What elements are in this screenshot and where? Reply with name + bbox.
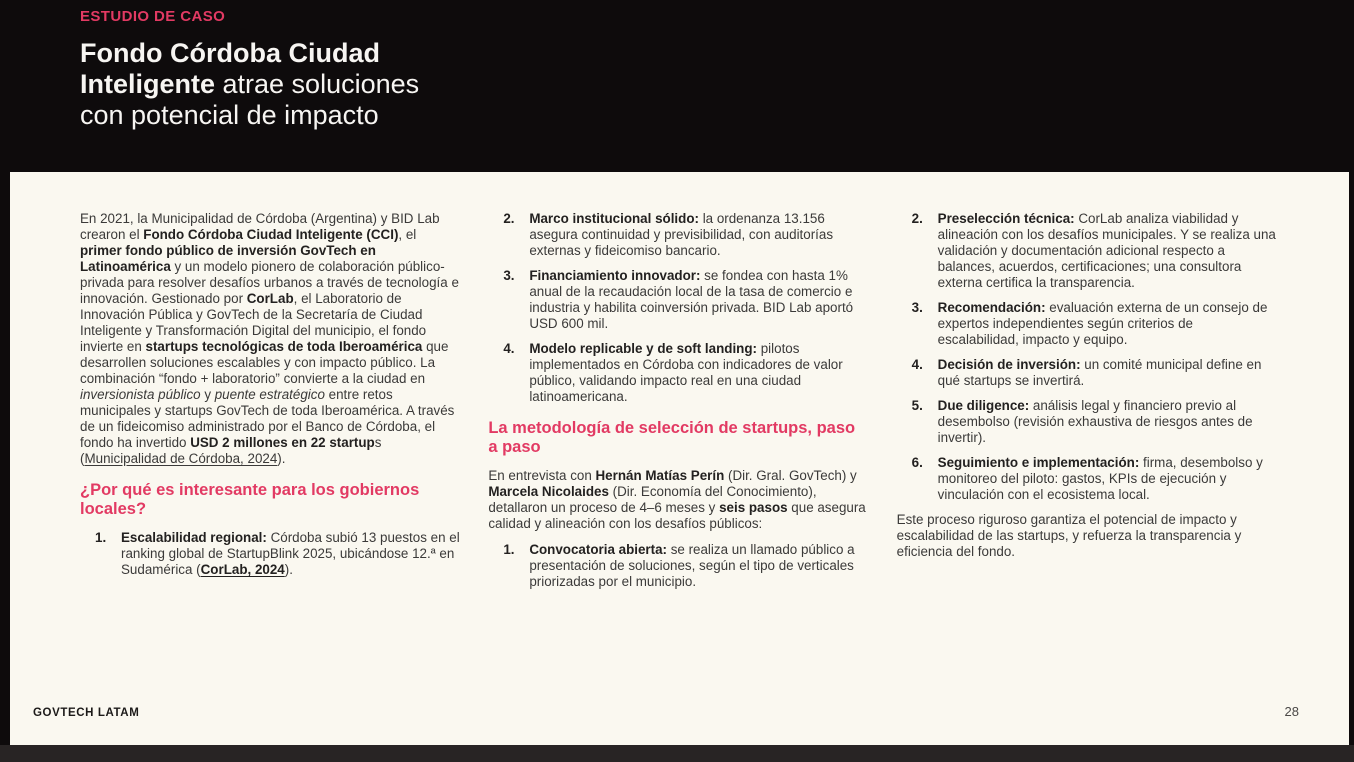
text-run: que desarrollen soluciones escalables y con impacto público. La combinación “fondo + laboratorio” convierte a la ciudad en bbox=[80, 339, 449, 386]
text-run: , el bbox=[398, 227, 417, 242]
list-item-text bbox=[938, 398, 1277, 446]
header-band bbox=[0, 0, 1354, 172]
citation-link[interactable]: Municipalidad de Córdoba, 2024 bbox=[84, 451, 278, 466]
list-item-text bbox=[938, 357, 1277, 389]
text-run: (Dir. Gral. GovTech) y bbox=[724, 468, 857, 483]
numbered-list-item bbox=[80, 530, 460, 578]
text-run: evaluación externa de un consejo de expertos independientes según criterios de escalabilidad, impacto y equipo. bbox=[937, 300, 1268, 347]
page-number: 28 bbox=[1284, 704, 1299, 719]
list-item-text bbox=[529, 341, 868, 405]
list-number: 2. bbox=[911, 211, 923, 226]
list-item-text bbox=[938, 300, 1277, 348]
text-run: CorLab analiza viabilidad y alineación con los desafíos municipales. Y se realiza una validación y documentación adicional respecto a balances, acuerdos, certificaciones; una consultora externa certifica la transparencia. bbox=[937, 211, 1276, 290]
numbered-list-item bbox=[488, 211, 868, 259]
content-panel bbox=[10, 172, 1349, 745]
text-run: En 2021, la Municipalidad de Córdoba (Argentina) y BID Lab crearon el bbox=[80, 211, 440, 242]
text-run: Decisión de inversión: bbox=[937, 357, 1081, 372]
list-item-text bbox=[938, 211, 1277, 291]
text-run: Córdoba subió 13 puestos en el ranking global de StartupBlink 2025, ubicándose 12.ª en Sudamérica ( bbox=[121, 530, 460, 577]
text-run: (Dir. Economía del Conocimiento), detallaron un proceso de 4–6 meses y bbox=[488, 484, 817, 515]
text-run: , el Laboratorio de Innovación Pública y GovTech de la Secretaría de Ciudad Inteligente y Transformación Digital del municipio, el fondo invierte en bbox=[80, 291, 427, 354]
section-heading: La metodología de selección de startups, paso a paso bbox=[488, 419, 856, 456]
numbered-list-item bbox=[488, 542, 868, 590]
text-run: un comité municipal define en qué startups se invertirá. bbox=[937, 357, 1262, 388]
list-item-text bbox=[529, 542, 868, 590]
list-item-text bbox=[938, 455, 1277, 503]
text-run: atrae soluciones con potencial de impacto bbox=[80, 69, 420, 130]
text-run: startups tecnológicas de toda Iberoamérica bbox=[145, 339, 423, 354]
list-number: 3. bbox=[911, 300, 923, 315]
text-run: entre retos municipales y startups GovTech de toda Iberoamérica. A través de un fideicomiso administrado por el Banco de Córdoba, el fondo ha invertido bbox=[80, 387, 455, 450]
columns-container bbox=[10, 172, 1349, 599]
paragraph bbox=[80, 211, 460, 467]
numbered-list-item bbox=[897, 300, 1277, 348]
text-run: se fondea con hasta 1% anual de la recaudación local de la tasa de comercio e industria y habilita coinversión privada. BID Lab aportó USD 600 mil. bbox=[529, 268, 854, 331]
numbered-list-item bbox=[488, 341, 868, 405]
paragraph bbox=[488, 468, 868, 532]
text-run: Marco institucional sólido: bbox=[529, 211, 699, 226]
list-number: 5. bbox=[911, 398, 923, 413]
text-run: inversionista público bbox=[80, 387, 201, 402]
citation-link[interactable]: CorLab, 2024 bbox=[200, 562, 285, 577]
list-number: 1. bbox=[95, 530, 107, 545]
numbered-list-item bbox=[897, 357, 1277, 389]
list-item-text bbox=[529, 268, 868, 332]
text-run: pilotos implementados en Córdoba con indicadores de valor público, validando impacto real en una ciudad latinoamericana. bbox=[529, 341, 843, 404]
text-run: Fondo Córdoba Ciudad Inteligente (CCI) bbox=[143, 227, 399, 242]
text-run: ). bbox=[284, 562, 293, 577]
text-run: Modelo replicable y de soft landing: bbox=[529, 341, 757, 356]
numbered-list-item bbox=[897, 455, 1277, 503]
text-run: USD 2 millones en 22 startup bbox=[190, 435, 375, 450]
column-3 bbox=[897, 211, 1277, 599]
text-run: que asegura calidad y alineación con los desafíos públicos: bbox=[488, 500, 866, 531]
text-run: CorLab bbox=[246, 291, 294, 306]
numbered-list-item bbox=[897, 398, 1277, 446]
list-number: 2. bbox=[503, 211, 515, 226]
text-run: análisis legal y financiero previo al desembolso (revisión exhaustiva de riesgos antes de invertir). bbox=[937, 398, 1253, 445]
paragraph bbox=[897, 512, 1277, 560]
list-number: 3. bbox=[503, 268, 515, 283]
page-title bbox=[80, 38, 462, 131]
numbered-list-item bbox=[897, 211, 1277, 291]
text-run: Seguimiento e implementación: bbox=[937, 455, 1140, 470]
section-heading: ¿Por qué es interesante para los gobiernos locales? bbox=[80, 481, 420, 518]
list-item-text bbox=[529, 211, 868, 259]
text-run: y un modelo pionero de colaboración público-privada para resolver desafíos urbanos a través de tecnología e innovación. Gestionado por bbox=[80, 259, 459, 306]
numbered-list-item bbox=[488, 268, 868, 332]
text-run: Escalabilidad regional: bbox=[121, 530, 267, 545]
page-footer bbox=[33, 704, 1299, 719]
text-run: firma, desembolso y monitoreo del piloto: gastos, KPIs de ejecución y vinculación con el ecosistema local. bbox=[937, 455, 1263, 502]
text-run: Recomendación: bbox=[937, 300, 1046, 315]
text-run: ). bbox=[277, 451, 286, 466]
text-run: En entrevista con bbox=[488, 468, 596, 483]
kicker-label: ESTUDIO DE CASO bbox=[80, 8, 226, 25]
bottom-bar bbox=[0, 745, 1354, 762]
text-run: la ordenanza 13.156 asegura continuidad y previsibilidad, con auditorías externas y fideicomiso bancario. bbox=[529, 211, 834, 258]
footer-brand: GOVTECH LATAM bbox=[33, 707, 140, 719]
text-run: s ( bbox=[80, 435, 382, 466]
text-run: Due diligence: bbox=[937, 398, 1030, 413]
column-1 bbox=[80, 211, 460, 599]
text-run: Preselección técnica: bbox=[937, 211, 1075, 226]
text-run: Marcela Nicolaides bbox=[488, 484, 609, 499]
text-run: Este proceso riguroso garantiza el potencial de impacto y escalabilidad de las startups, y refuerza la transparencia y eficiencia del fondo. bbox=[896, 512, 1242, 559]
text-run: Financiamiento innovador: bbox=[529, 268, 701, 283]
text-run: puente estratégico bbox=[214, 387, 325, 402]
text-run: Hernán Matías Perín bbox=[595, 468, 725, 483]
list-number: 4. bbox=[503, 341, 515, 356]
text-run: primer fondo público de inversión GovTech en Latinoamérica bbox=[80, 243, 376, 274]
list-number: 6. bbox=[911, 455, 923, 470]
column-2 bbox=[488, 211, 868, 599]
text-run: y bbox=[200, 387, 215, 402]
text-run: se realiza un llamado público a presentación de soluciones, según el tipo de verticales priorizadas por el municipio. bbox=[529, 542, 855, 589]
text-run: Fondo Córdoba Ciudad Inteligente bbox=[80, 38, 380, 99]
list-number: 1. bbox=[503, 542, 515, 557]
list-number: 4. bbox=[911, 357, 923, 372]
text-run: seis pasos bbox=[719, 500, 788, 515]
list-item-text bbox=[121, 530, 460, 578]
text-run: Convocatoria abierta: bbox=[529, 542, 667, 557]
